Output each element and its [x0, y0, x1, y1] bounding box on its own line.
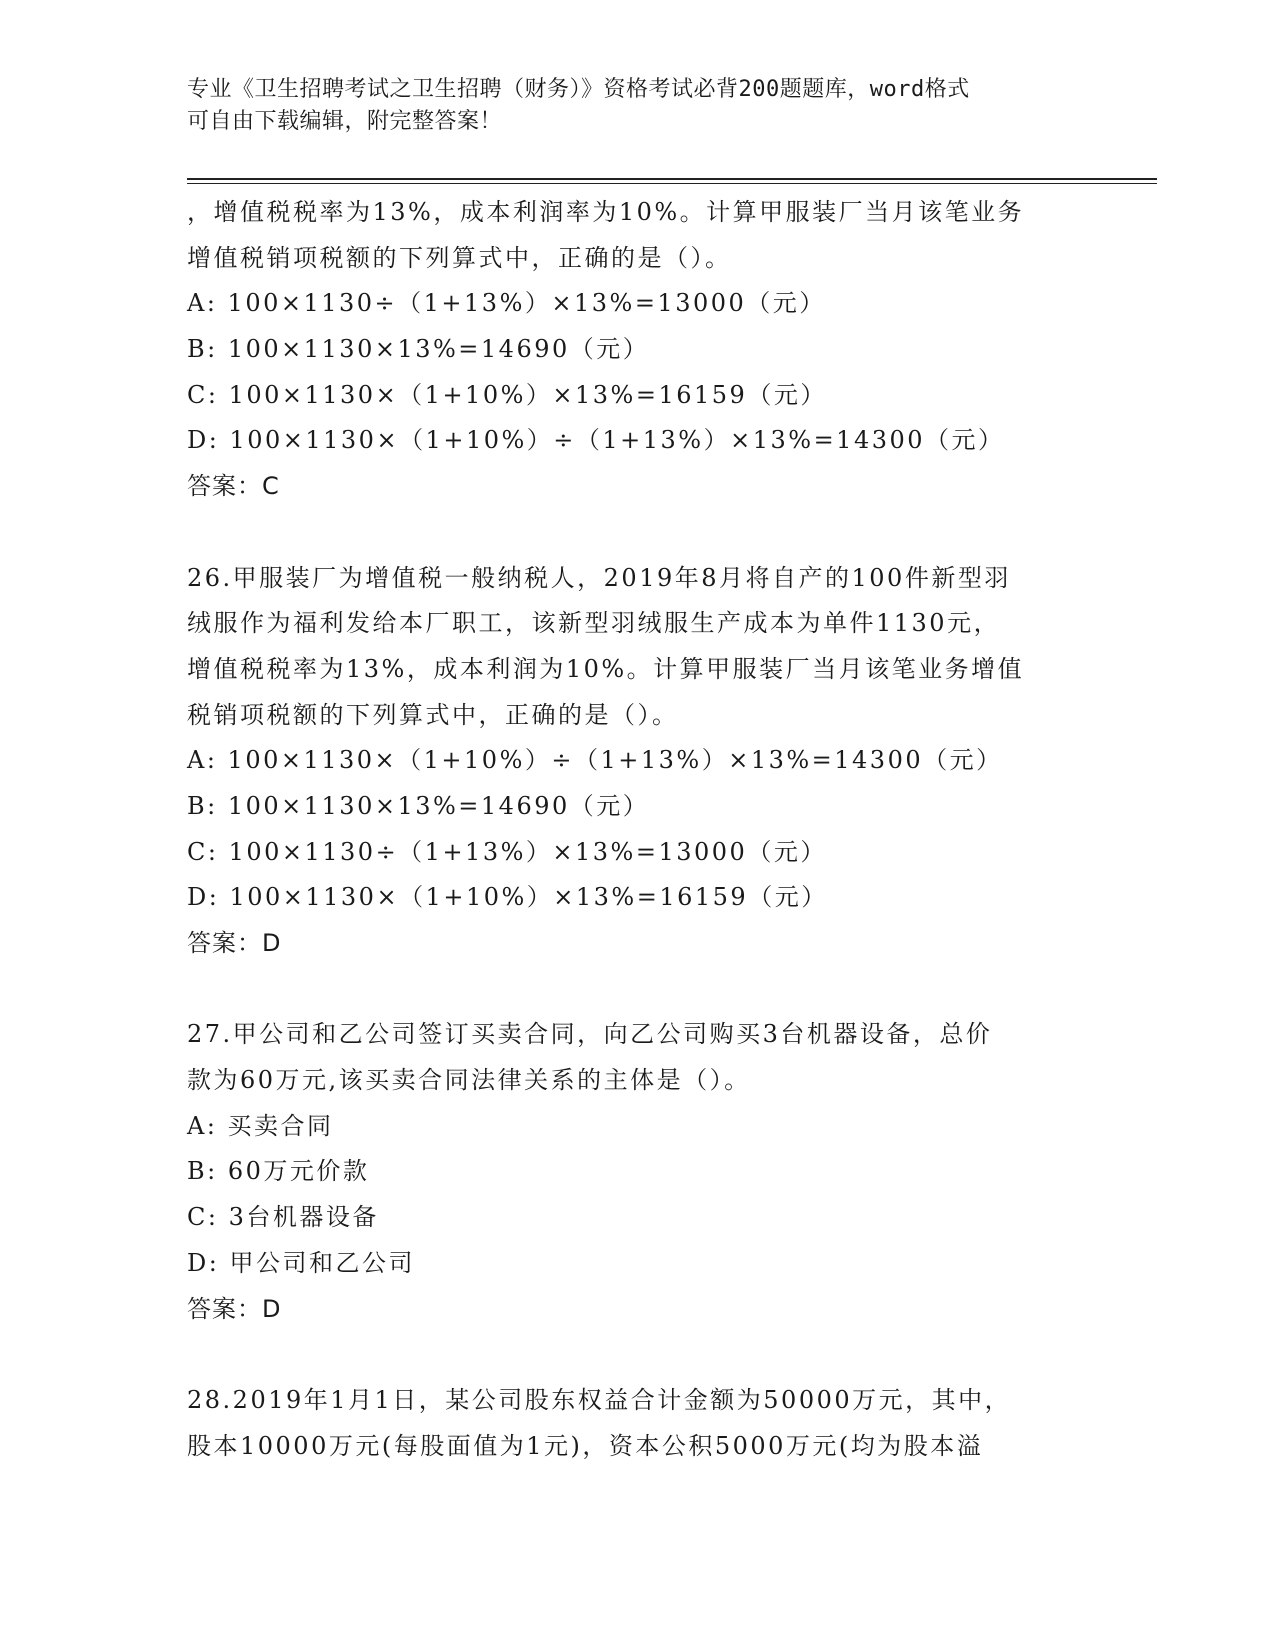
question-stem-line: 股本10000万元(每股面值为1元)，资本公积5000万元(均为股本溢 — [187, 1431, 984, 1460]
answer-label: 答案：C — [187, 472, 280, 501]
option-d: D: 甲公司和乙公司 — [187, 1248, 415, 1277]
option-a: A: 100×1130×（1+10%）÷（1+13%）×13%=14300（元） — [187, 746, 1003, 775]
question-stem-line: 28.2019年1月1日，某公司股东权益合计金额为50000万元，其中， — [187, 1385, 1012, 1414]
option-b: B: 100×1130×13%=14690（元） — [187, 335, 650, 364]
header-title-line-2: 可自由下载编辑，附完整答案！ — [187, 109, 503, 134]
question-spacer — [187, 1332, 1087, 1378]
question-stem-line: 税销项税额的下列算式中，正确的是（）。 — [187, 700, 679, 729]
option-d: D: 100×1130×（1+10%）×13%=16159（元） — [187, 883, 828, 912]
question-spacer — [187, 510, 1087, 556]
question-stem-line: 绒服作为福利发给本厂职工，该新型羽绒服生产成本为单件1130元， — [187, 609, 1001, 638]
option-d: D: 100×1130×（1+10%）÷（1+13%）×13%=14300（元） — [187, 426, 1005, 455]
document-header — [187, 74, 1087, 138]
question-28 — [187, 1378, 1087, 1469]
question-stem-line: 27.甲公司和乙公司签订买卖合同，向乙公司购买3台机器设备，总价 — [187, 1020, 993, 1049]
question-25 — [187, 190, 1087, 510]
question-27 — [187, 1012, 1087, 1332]
answer-label: 答案：D — [187, 1294, 282, 1323]
header-title-line-1: 专业《卫生招聘考试之卫生招聘（财务）》资格考试必背200题题库，word格式 — [187, 77, 970, 102]
question-26 — [187, 556, 1087, 967]
answer-label: 答案：D — [187, 929, 282, 957]
header-divider-thick — [187, 178, 1157, 180]
option-c: C: 100×1130×（1+10%）×13%=16159（元） — [187, 380, 827, 409]
option-a: A: 100×1130÷（1+13%）×13%=13000（元） — [187, 289, 826, 318]
option-c: C: 3台机器设备 — [187, 1203, 379, 1232]
header-divider-thin — [187, 183, 1157, 184]
option-c: C: 100×1130÷（1+13%）×13%=13000（元） — [187, 837, 827, 866]
question-stem-line: 增值税销项税额的下列算式中，正确的是（）。 — [187, 243, 732, 272]
question-list — [187, 190, 1087, 1469]
option-b: B: 60万元价款 — [187, 1157, 370, 1186]
question-stem-line: 增值税税率为13%，成本利润为10%。计算甲服装厂当月该笔业务增值 — [187, 654, 1025, 683]
question-stem-line: ，增值税税率为13%，成本利润率为10%。计算甲服装厂当月该笔业务 — [187, 198, 1025, 226]
question-spacer — [187, 967, 1087, 1013]
question-stem-line: 26.甲服装厂为增值税一般纳税人，2019年8月将自产的100件新型羽 — [187, 563, 1011, 592]
option-a: A: 买卖合同 — [187, 1111, 334, 1140]
option-b: B: 100×1130×13%=14690（元） — [187, 791, 650, 820]
question-stem-line: 款为60万元,该买卖合同法律关系的主体是（）。 — [187, 1066, 751, 1095]
